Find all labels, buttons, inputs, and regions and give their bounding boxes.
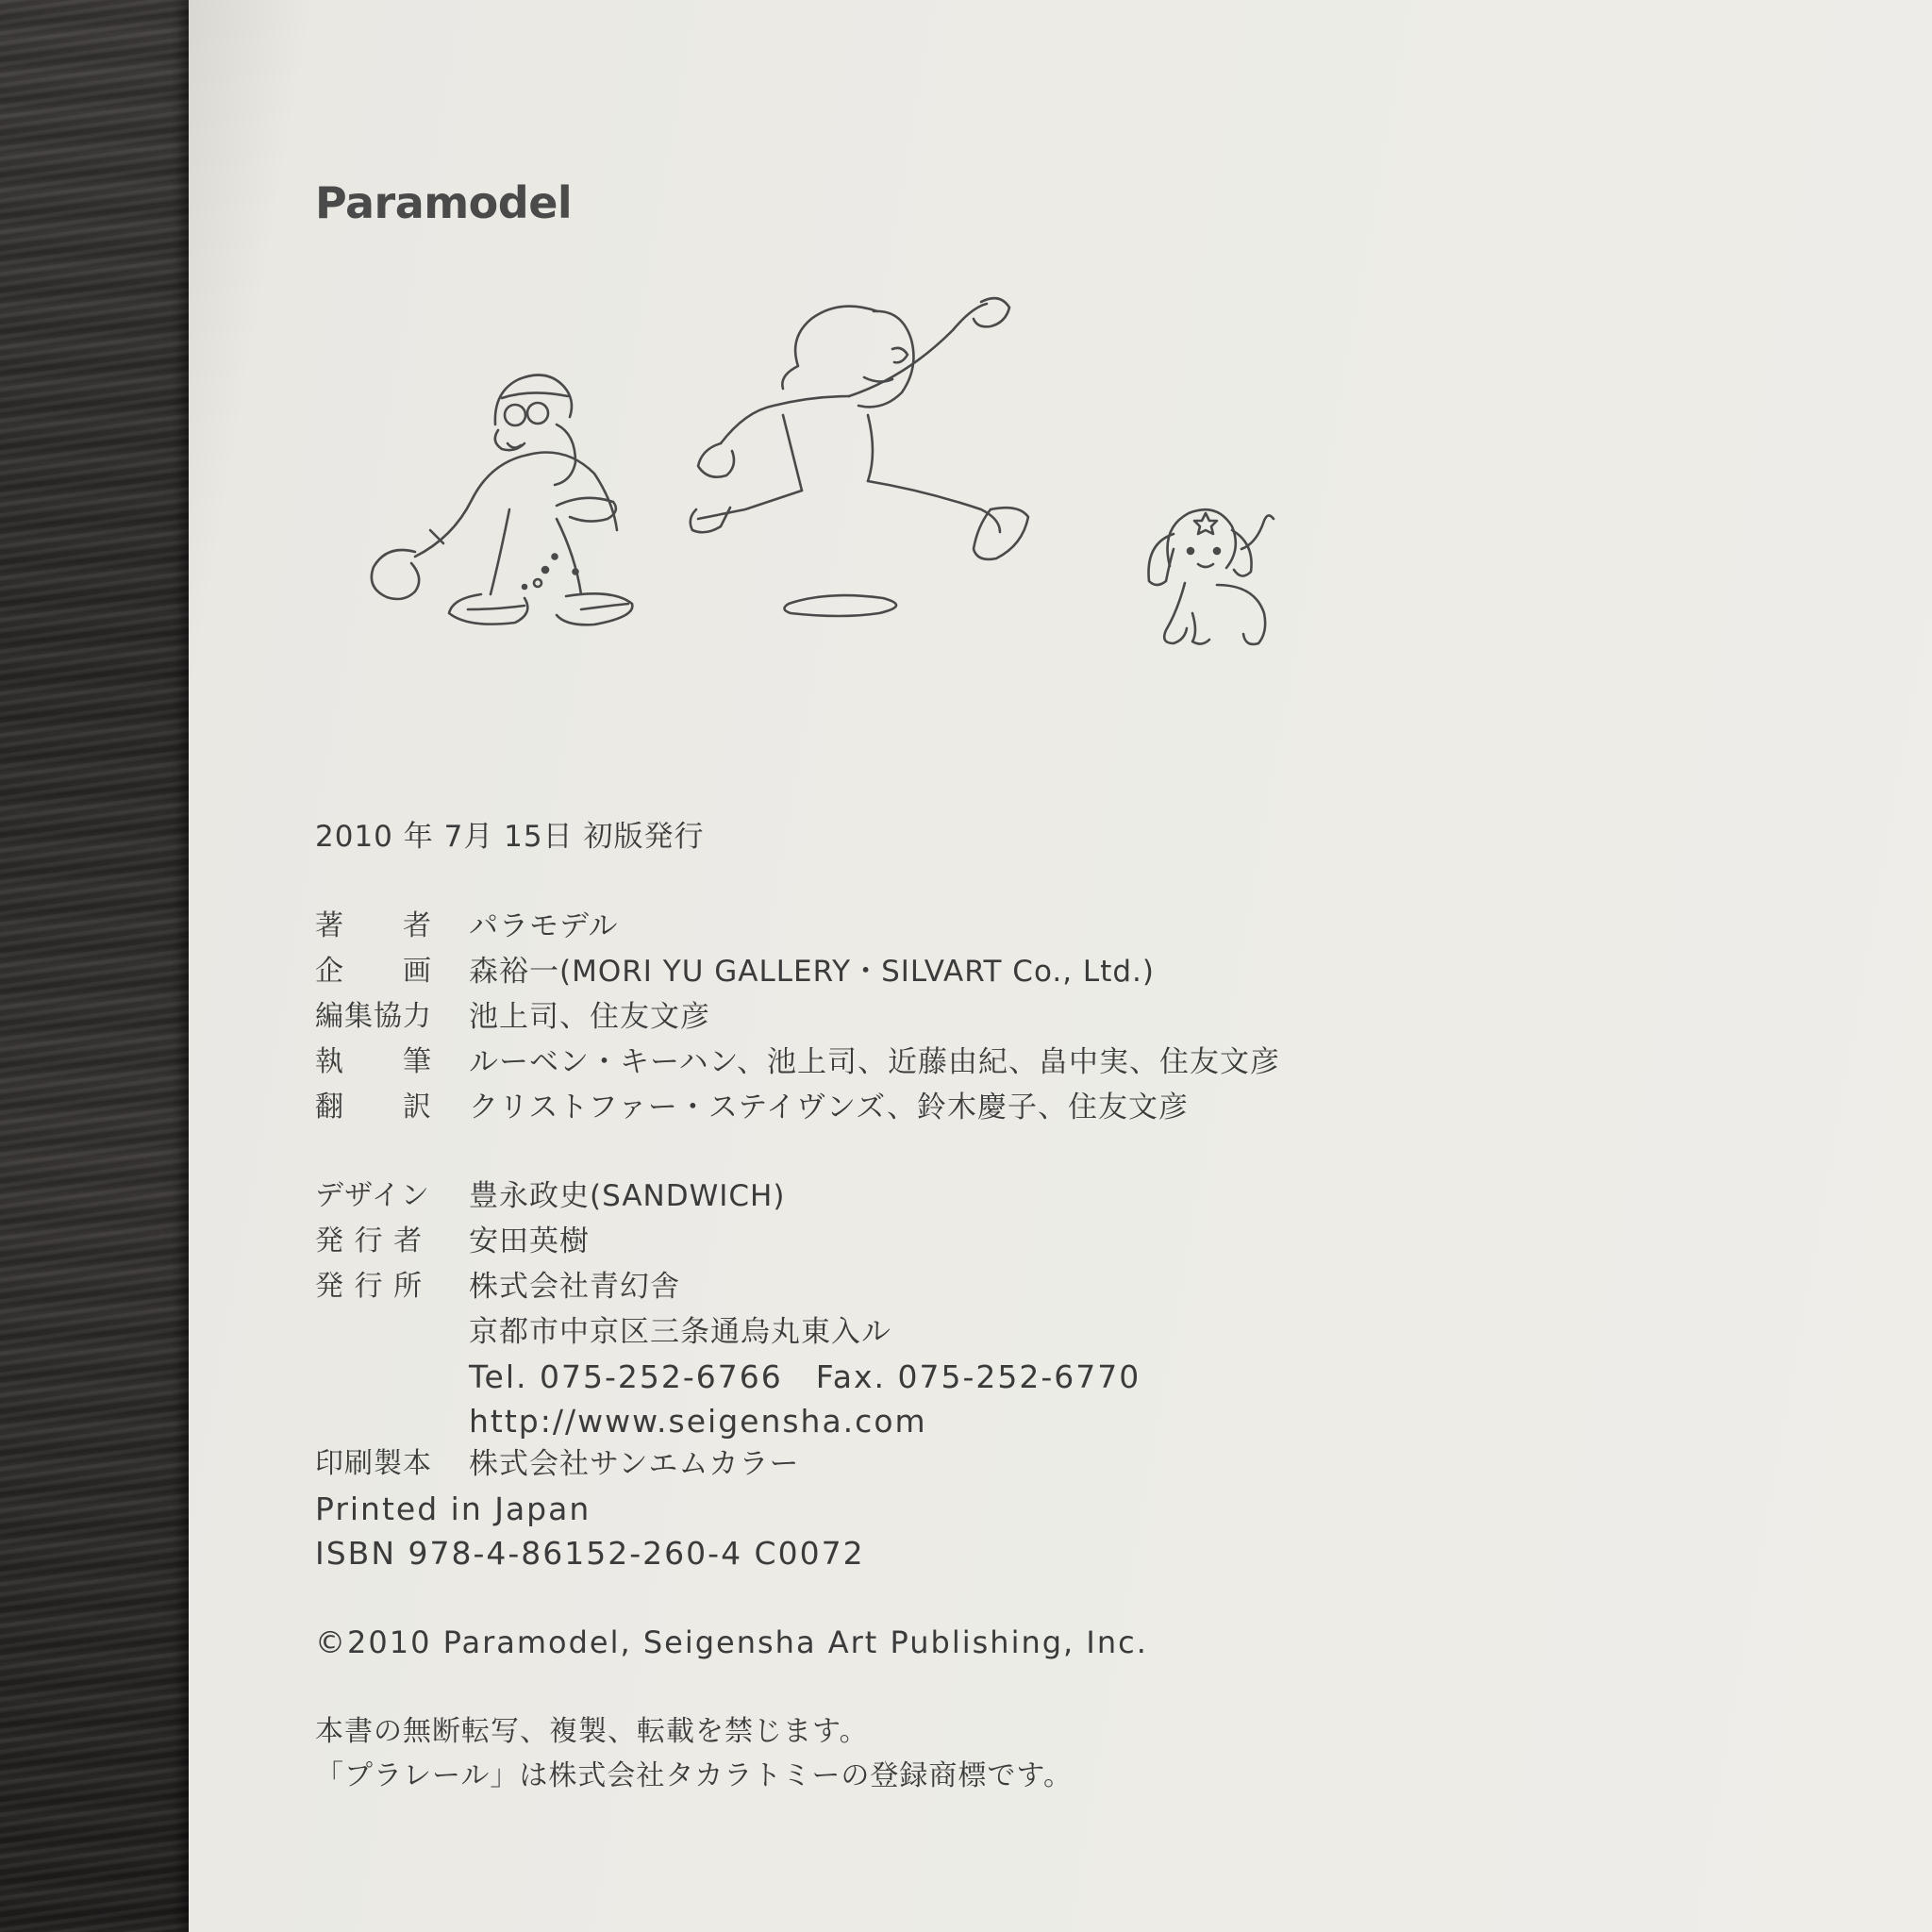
sitting-man-drawing — [372, 375, 632, 625]
running-man-drawing — [523, 298, 1028, 616]
credit-value: 株式会社青幻舎 — [469, 1270, 680, 1304]
wooden-table-background — [0, 0, 198, 1932]
credit-label: 企 画 — [315, 955, 432, 988]
credit-value: 池上司、住友文彦 — [469, 1000, 710, 1034]
credit-value: 安田英樹 — [469, 1224, 590, 1258]
printed-in: Printed in Japan — [315, 1491, 591, 1527]
line-drawing-illustration — [340, 283, 1292, 679]
publication-date: 2010 年 7月 15日 初版発行 — [315, 820, 705, 854]
printer-label: 印刷製本 — [315, 1447, 432, 1480]
credit-value: 森裕一(MORI YU GALLERY・SILVART Co., Ltd.) — [469, 955, 1155, 989]
publisher-address: 京都市中京区三条通烏丸東入ル — [469, 1315, 891, 1349]
credit-label: 発 行 所 — [315, 1270, 424, 1303]
credit-value: パラモデル — [469, 909, 619, 943]
book-title: Paramodel — [315, 177, 573, 228]
credit-value: クリストファー・ステイヴンズ、鈴木慶子、住友文彦 — [469, 1091, 1190, 1124]
credit-label: 著 者 — [315, 909, 432, 942]
publisher-website: http://www.seigensha.com — [469, 1403, 927, 1440]
isbn: ISBN 978-4-86152-260-4 C0072 — [315, 1535, 865, 1572]
publisher-phone-fax: Tel. 075-252-6766 Fax. 075-252-6770 — [469, 1358, 1141, 1395]
notice-line: 本書の無断転写、複製、転載を禁じます。 — [315, 1715, 869, 1748]
credit-label: 執 筆 — [315, 1045, 432, 1078]
copyright: ©2010 Paramodel, Seigensha Art Publishing, Inc. — [315, 1624, 1148, 1660]
credit-label: 編集協力 — [315, 1000, 432, 1033]
credit-value: ルーベン・キーハン、池上司、近藤由紀、畠中実、住友文彦 — [469, 1045, 1280, 1079]
credit-label: デザイン — [315, 1179, 430, 1212]
notice-line: 「プラレール」は株式会社タカラトミーの登録商標です。 — [315, 1759, 1073, 1792]
credit-label: 発 行 者 — [315, 1224, 424, 1257]
credit-value: 豊永政史(SANDWICH) — [469, 1179, 786, 1213]
credit-label: 翻 訳 — [315, 1091, 432, 1124]
printer-value: 株式会社サンエムカラー — [469, 1447, 800, 1481]
dog-drawing — [1149, 509, 1274, 644]
